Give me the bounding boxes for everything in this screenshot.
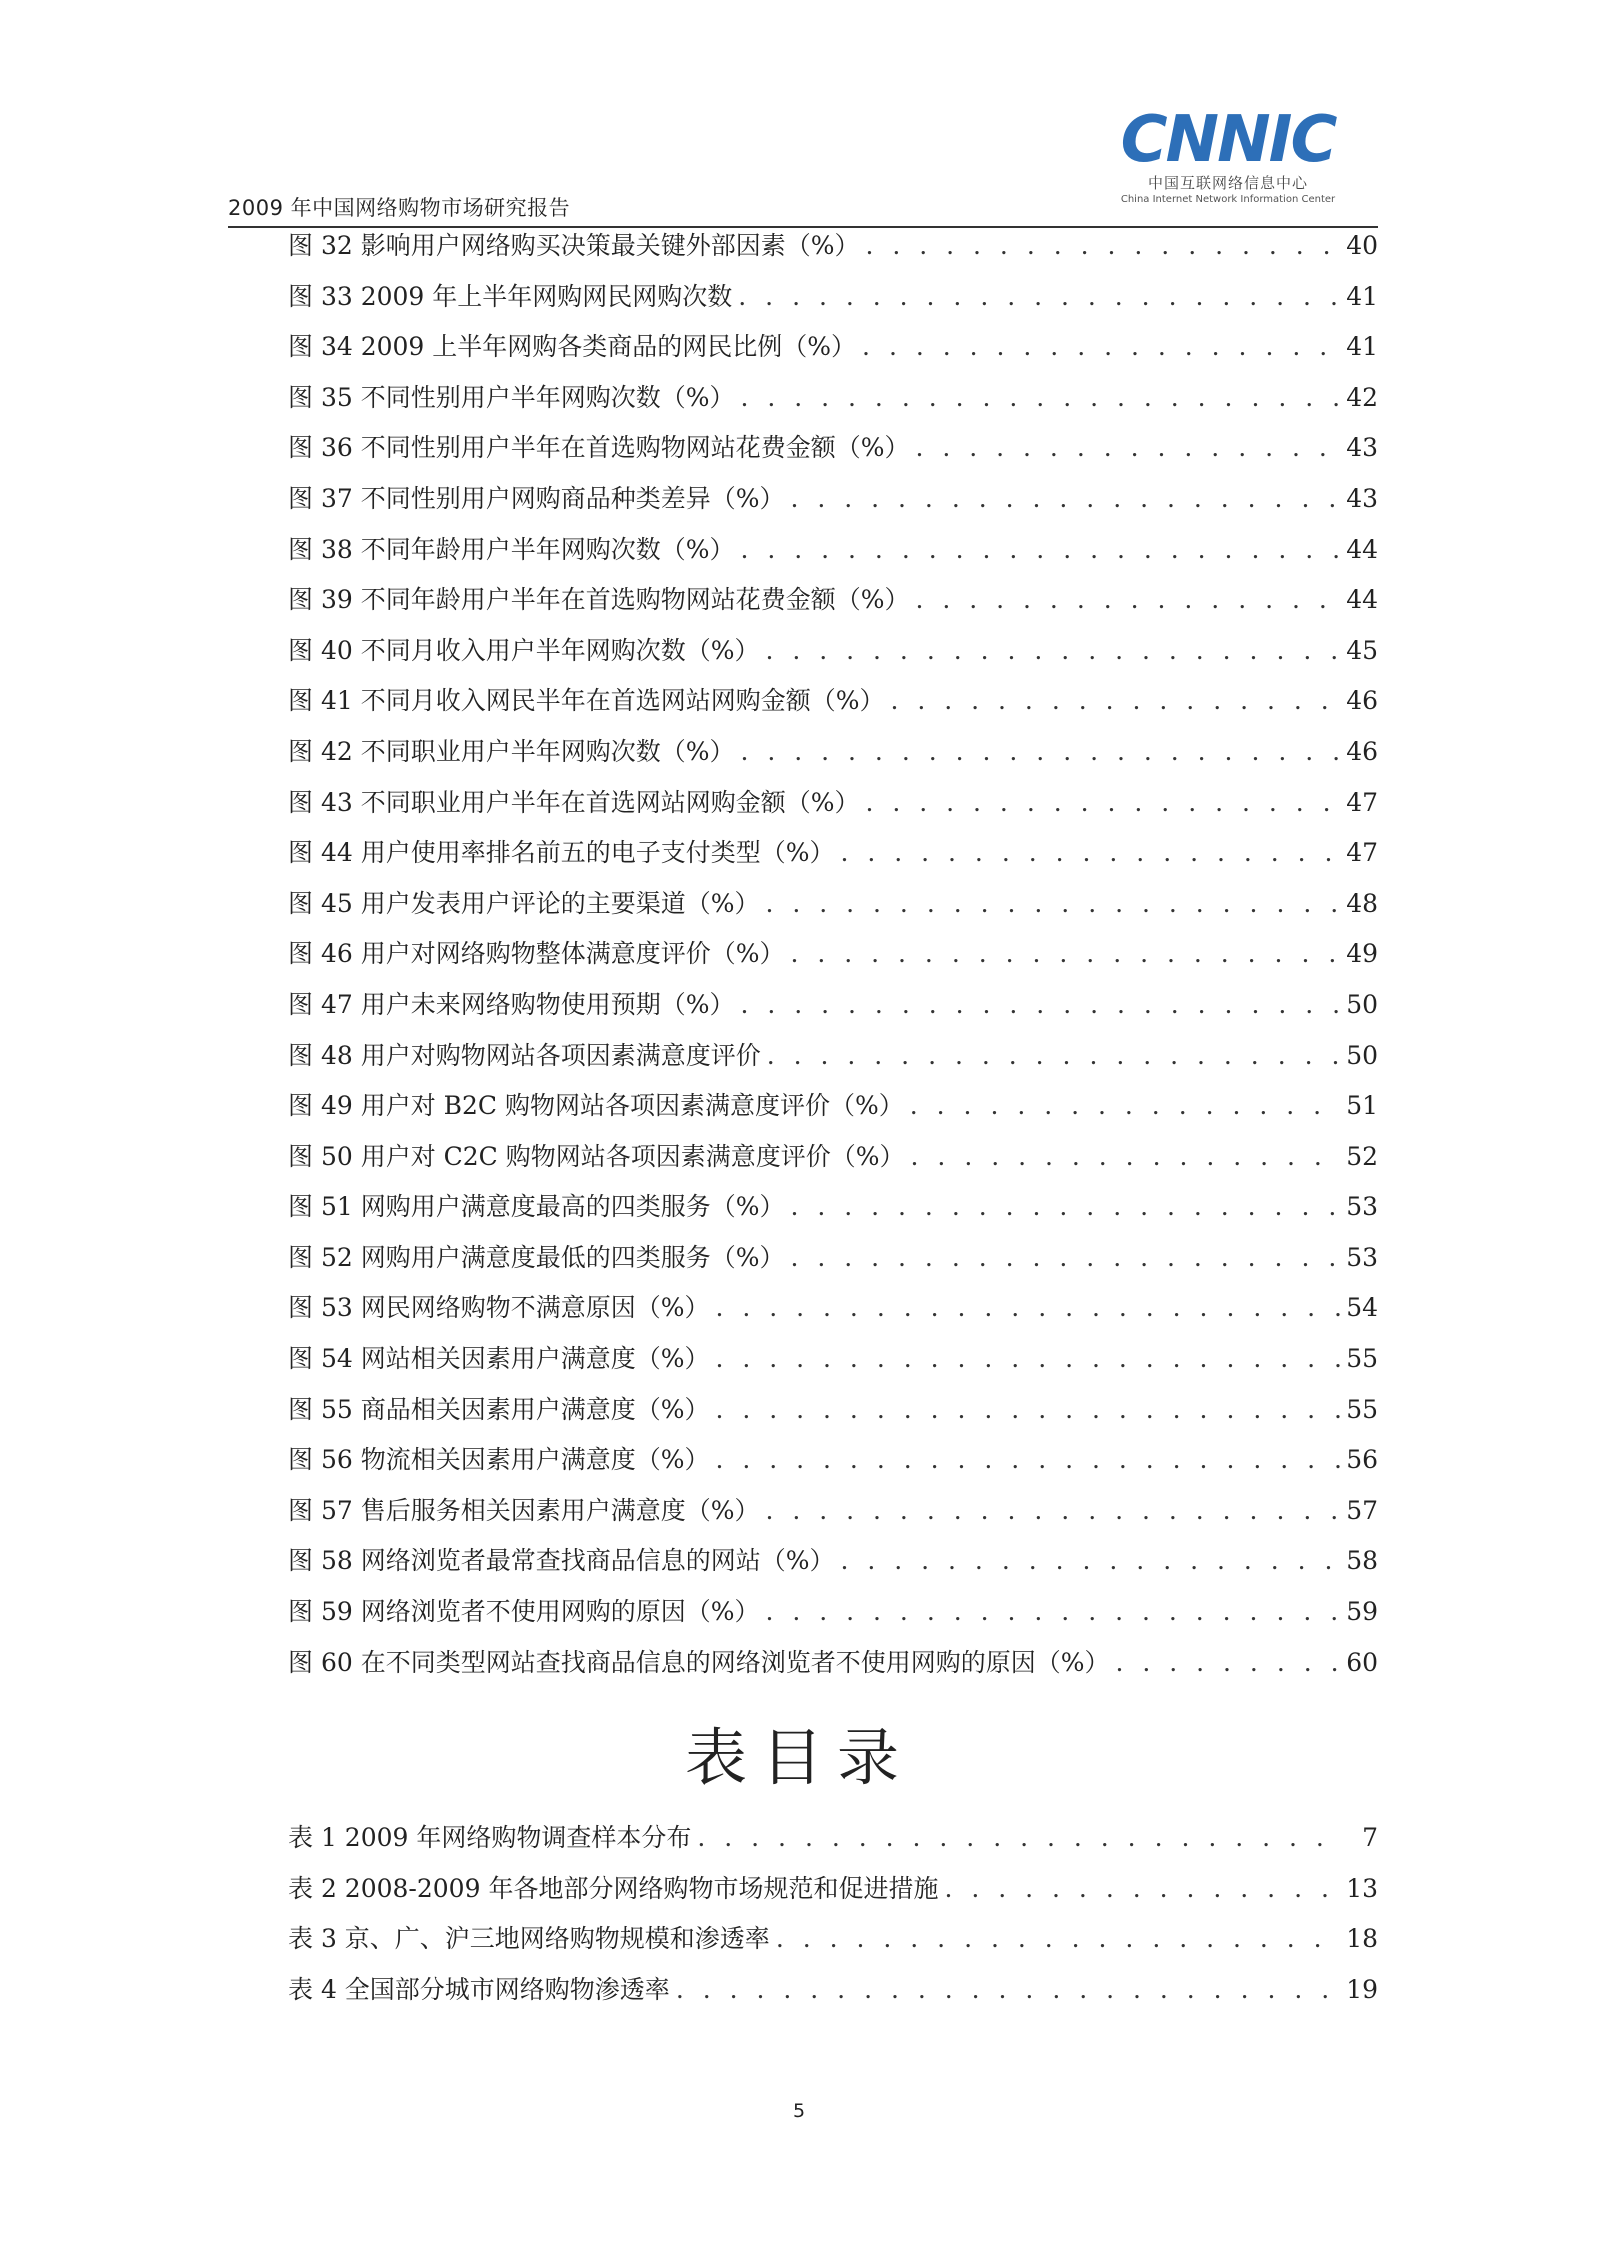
toc-entry-page: 53 bbox=[1346, 1242, 1378, 1272]
toc-entry-page: 54 bbox=[1346, 1293, 1378, 1323]
toc-entry-page: 44 bbox=[1346, 585, 1378, 615]
toc-entry-label: 图 54 网站相关因素用户满意度（%） bbox=[288, 1344, 710, 1374]
toc-entry-label: 图 60 在不同类型网站查找商品信息的网络浏览者不使用网购的原因（%） bbox=[288, 1647, 1110, 1677]
toc-entry-label: 图 36 不同性别用户半年在首选购物网站花费金额（%） bbox=[288, 433, 910, 463]
toc-entry-page: 41 bbox=[1346, 332, 1378, 362]
figure-toc-entry[interactable] bbox=[288, 226, 1378, 277]
toc-entry-page: 55 bbox=[1346, 1344, 1378, 1374]
toc-entry-label: 图 38 不同年龄用户半年网购次数（%） bbox=[288, 534, 735, 564]
dot-leader bbox=[944, 1874, 1340, 1903]
toc-entry-label: 图 58 网络浏览者最常查找商品信息的网站（%） bbox=[288, 1546, 835, 1576]
figure-toc-entry[interactable] bbox=[288, 1643, 1378, 1694]
toc-entry-page: 50 bbox=[1346, 989, 1378, 1019]
dot-leader bbox=[715, 1395, 1340, 1424]
dot-leader bbox=[776, 1924, 1340, 1953]
dot-leader bbox=[840, 838, 1340, 867]
toc-entry-label: 图 33 2009 年上半年网购网民网购次数 bbox=[288, 281, 733, 311]
dot-leader bbox=[865, 231, 1340, 260]
toc-entry-page: 44 bbox=[1346, 534, 1378, 564]
toc-entry-page: 59 bbox=[1346, 1597, 1378, 1627]
toc-entry-label: 图 45 用户发表用户评论的主要渠道（%） bbox=[288, 888, 760, 918]
dot-leader bbox=[910, 1091, 1340, 1120]
figure-toc-entry[interactable] bbox=[288, 783, 1378, 834]
figure-toc-list bbox=[288, 226, 1378, 1693]
figure-toc-entry[interactable] bbox=[288, 681, 1378, 732]
figure-toc-entry[interactable] bbox=[288, 1238, 1378, 1289]
figure-toc-entry[interactable] bbox=[288, 1390, 1378, 1441]
table-toc-entry[interactable] bbox=[288, 1869, 1378, 1920]
toc-entry-label: 图 49 用户对 B2C 购物网站各项因素满意度评价（%） bbox=[288, 1091, 904, 1121]
toc-entry-page: 56 bbox=[1346, 1445, 1378, 1475]
dot-leader bbox=[765, 889, 1340, 918]
toc-entry-label: 图 41 不同月收入网民半年在首选网站网购金额（%） bbox=[288, 686, 885, 716]
dot-leader bbox=[765, 1597, 1340, 1626]
toc-entry-page: 42 bbox=[1346, 382, 1378, 412]
toc-entry-label: 图 51 网购用户满意度最高的四类服务（%） bbox=[288, 1192, 785, 1222]
dot-leader bbox=[865, 788, 1340, 817]
dot-leader bbox=[765, 636, 1340, 665]
figure-toc-entry[interactable] bbox=[288, 1187, 1378, 1238]
figure-toc-entry[interactable] bbox=[288, 1137, 1378, 1188]
figure-toc-entry[interactable] bbox=[288, 378, 1378, 429]
dot-leader bbox=[790, 1243, 1340, 1272]
toc-entry-page: 47 bbox=[1346, 787, 1378, 817]
dot-leader bbox=[738, 282, 1340, 311]
table-toc-list bbox=[288, 1818, 1378, 2020]
figure-toc-entry[interactable] bbox=[288, 1086, 1378, 1137]
page-header bbox=[228, 103, 1378, 228]
figure-toc-entry[interactable] bbox=[288, 934, 1378, 985]
figure-toc-entry[interactable] bbox=[288, 277, 1378, 328]
toc-entry-page: 49 bbox=[1346, 939, 1378, 969]
toc-entry-page: 58 bbox=[1346, 1546, 1378, 1576]
dot-leader bbox=[1115, 1648, 1340, 1677]
dot-leader bbox=[890, 686, 1340, 715]
toc-entry-label: 图 42 不同职业用户半年网购次数（%） bbox=[288, 736, 735, 766]
toc-entry-label: 图 32 影响用户网络购买决策最关键外部因素（%） bbox=[288, 231, 860, 260]
toc-entry-page: 40 bbox=[1346, 231, 1378, 260]
dot-leader bbox=[715, 1445, 1340, 1474]
toc-entry-label: 图 40 不同月收入用户半年网购次数（%） bbox=[288, 635, 760, 665]
toc-entry-page: 18 bbox=[1346, 1924, 1378, 1954]
page-number: 5 bbox=[792, 2100, 806, 2122]
toc-entry-label: 图 57 售后服务相关因素用户满意度（%） bbox=[288, 1495, 760, 1525]
dot-leader bbox=[915, 585, 1340, 614]
toc-entry-label: 表 3 京、广、沪三地网络购物规模和渗透率 bbox=[288, 1924, 770, 1954]
toc-entry-page: 52 bbox=[1346, 1141, 1378, 1171]
toc-entry-label: 图 52 网购用户满意度最低的四类服务（%） bbox=[288, 1242, 785, 1272]
toc-entry-page: 50 bbox=[1346, 1040, 1378, 1070]
table-toc-entry[interactable] bbox=[288, 1919, 1378, 1970]
dot-leader bbox=[740, 737, 1340, 766]
toc-entry-page: 45 bbox=[1346, 635, 1378, 665]
toc-entry-page: 46 bbox=[1346, 686, 1378, 716]
toc-entry-page: 7 bbox=[1362, 1823, 1378, 1852]
tables-section-title: 表目录 bbox=[684, 1721, 913, 1794]
figure-toc-entry[interactable] bbox=[288, 732, 1378, 783]
logo-mark: CNNIC bbox=[1120, 103, 1336, 177]
toc-entry-page: 55 bbox=[1346, 1394, 1378, 1424]
figure-toc-entry[interactable] bbox=[288, 1440, 1378, 1491]
toc-entry-label: 图 59 网络浏览者不使用网购的原因（%） bbox=[288, 1597, 760, 1627]
toc-entry-label: 图 46 用户对网络购物整体满意度评价（%） bbox=[288, 939, 785, 969]
toc-entry-page: 43 bbox=[1346, 483, 1378, 513]
figure-toc-entry[interactable] bbox=[288, 327, 1378, 378]
dot-leader bbox=[740, 535, 1340, 564]
figure-toc-entry[interactable] bbox=[288, 428, 1378, 479]
toc-entry-page: 51 bbox=[1346, 1091, 1378, 1121]
figure-toc-entry[interactable] bbox=[288, 1592, 1378, 1643]
toc-entry-label: 图 34 2009 上半年网购各类商品的网民比例（%） bbox=[288, 332, 857, 362]
toc-entry-label: 图 55 商品相关因素用户满意度（%） bbox=[288, 1394, 710, 1424]
dot-leader bbox=[911, 1142, 1341, 1171]
toc-entry-label: 图 39 不同年龄用户半年在首选购物网站花费金额（%） bbox=[288, 585, 910, 615]
figure-toc-entry[interactable] bbox=[288, 985, 1378, 1036]
toc-entry-page: 53 bbox=[1346, 1192, 1378, 1222]
toc-entry-page: 43 bbox=[1346, 433, 1378, 463]
toc-entry-page: 48 bbox=[1346, 888, 1378, 918]
dot-leader bbox=[767, 1041, 1340, 1070]
table-toc-entry[interactable] bbox=[288, 1970, 1378, 2021]
dot-leader bbox=[715, 1293, 1340, 1322]
logo-english-name: China Internet Network Information Center bbox=[1120, 194, 1336, 205]
dot-leader bbox=[676, 1975, 1340, 2004]
figure-toc-entry[interactable] bbox=[288, 884, 1378, 935]
figure-toc-entry[interactable] bbox=[288, 1339, 1378, 1390]
figure-toc-entry[interactable] bbox=[288, 1288, 1378, 1339]
dot-leader bbox=[697, 1823, 1342, 1852]
toc-entry-label: 图 56 物流相关因素用户满意度（%） bbox=[288, 1445, 710, 1475]
toc-entry-page: 57 bbox=[1346, 1495, 1378, 1525]
toc-entry-page: 46 bbox=[1346, 736, 1378, 766]
toc-entry-page: 41 bbox=[1346, 281, 1378, 311]
toc-entry-label: 表 2 2008-2009 年各地部分网络购物市场规范和促进措施 bbox=[288, 1873, 939, 1903]
cnnic-logo bbox=[1108, 103, 1348, 205]
dot-leader bbox=[862, 332, 1340, 361]
figure-toc-entry[interactable] bbox=[288, 1491, 1378, 1542]
toc-entry-label: 图 37 不同性别用户网购商品种类差异（%） bbox=[288, 483, 785, 513]
dot-leader bbox=[790, 1192, 1340, 1221]
dot-leader bbox=[740, 990, 1340, 1019]
toc-entry-page: 47 bbox=[1346, 838, 1378, 868]
figure-toc-entry[interactable] bbox=[288, 1036, 1378, 1087]
toc-entry-label: 表 1 2009 年网络购物调查样本分布 bbox=[288, 1823, 692, 1852]
toc-entry-label: 表 4 全国部分城市网络购物渗透率 bbox=[288, 1974, 670, 2004]
dot-leader bbox=[790, 484, 1340, 513]
toc-entry-label: 图 47 用户未来网络购物使用预期（%） bbox=[288, 989, 735, 1019]
dot-leader bbox=[840, 1546, 1340, 1575]
report-title: 2009 年中国网络购物市场研究报告 bbox=[228, 196, 571, 220]
toc-entry-label: 图 48 用户对购物网站各项因素满意度评价 bbox=[288, 1040, 761, 1070]
dot-leader bbox=[790, 939, 1340, 968]
toc-entry-label: 图 35 不同性别用户半年网购次数（%） bbox=[288, 382, 735, 412]
figure-toc-entry[interactable] bbox=[288, 479, 1378, 530]
dot-leader bbox=[765, 1496, 1340, 1525]
toc-entry-label: 图 50 用户对 C2C 购物网站各项因素满意度评价（%） bbox=[288, 1141, 905, 1171]
toc-entry-page: 60 bbox=[1346, 1647, 1378, 1677]
toc-entry-label: 图 53 网民网络购物不满意原因（%） bbox=[288, 1293, 710, 1323]
figure-toc-entry[interactable] bbox=[288, 631, 1378, 682]
dot-leader bbox=[915, 433, 1340, 462]
table-toc-entry[interactable] bbox=[288, 1818, 1378, 1869]
figure-toc-entry[interactable] bbox=[288, 530, 1378, 581]
figure-toc-entry[interactable] bbox=[288, 580, 1378, 631]
dot-leader bbox=[740, 383, 1340, 412]
figure-toc-entry[interactable] bbox=[288, 1541, 1378, 1592]
toc-entry-page: 19 bbox=[1346, 1974, 1378, 2004]
logo-chinese-name: 中国互联网络信息中心 bbox=[1147, 174, 1308, 192]
figure-toc-entry[interactable] bbox=[288, 833, 1378, 884]
dot-leader bbox=[715, 1344, 1340, 1373]
toc-entry-page: 13 bbox=[1346, 1873, 1378, 1903]
toc-entry-label: 图 43 不同职业用户半年在首选网站网购金额（%） bbox=[288, 787, 860, 817]
toc-entry-label: 图 44 用户使用率排名前五的电子支付类型（%） bbox=[288, 838, 835, 868]
